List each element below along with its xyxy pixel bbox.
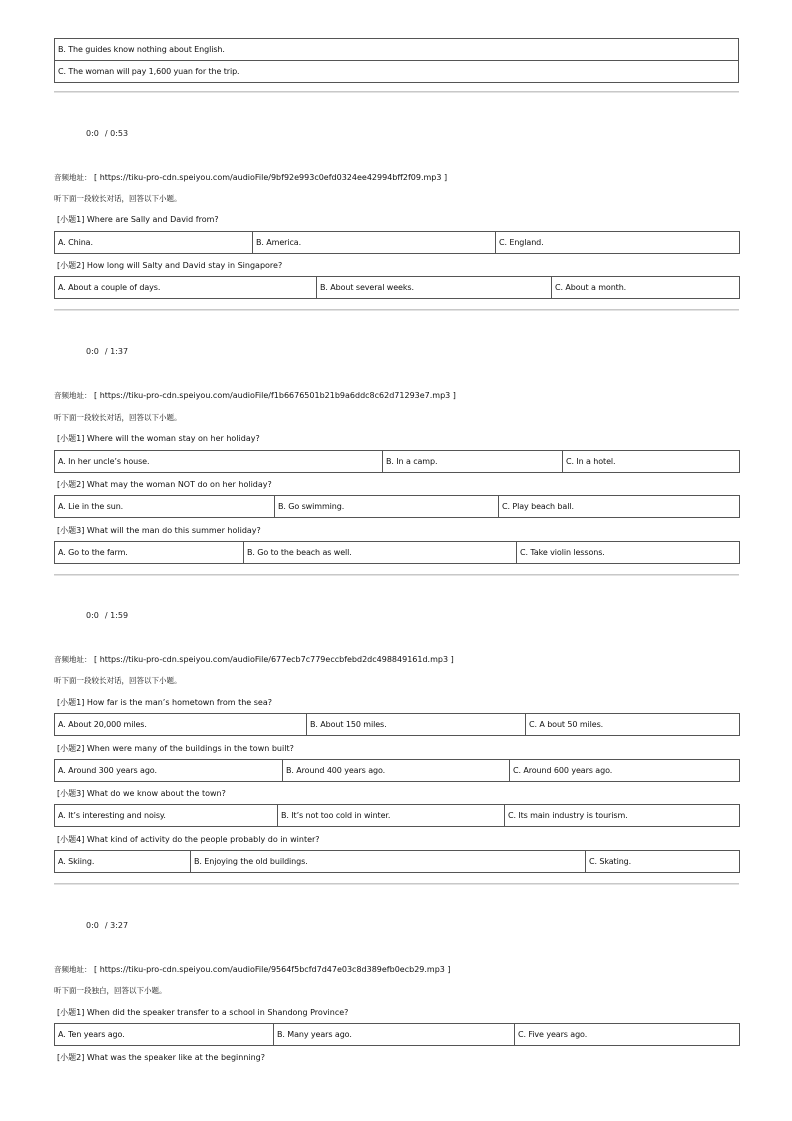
option-b[interactable]: B. In a camp. (383, 451, 563, 473)
audio-player[interactable] (86, 921, 134, 930)
option-c[interactable]: C. A bout 50 miles. (526, 714, 740, 736)
option-a[interactable]: A. About a couple of days. (55, 277, 317, 299)
section-divider (54, 883, 739, 885)
question-text: [小题2] What was the speaker like at the beginning? (57, 1053, 266, 1062)
question-text: [小题2] What may the woman NOT do on her holiday? (57, 480, 272, 489)
audio-url-line (54, 172, 447, 183)
option-a[interactable]: A. Go to the farm. (55, 542, 244, 564)
option-a[interactable]: A. Ten years ago. (55, 1024, 274, 1046)
question-text: [小题1] When did the speaker transfer to a school in Shandong Province? (57, 1008, 349, 1017)
question-text: [小题1] How far is the man’s hometown from the sea? (57, 698, 272, 707)
instruction-text: 听下面一段较长对话，回答以下小题。 (54, 413, 182, 422)
option-b[interactable]: B. It’s not too cold in winter. (278, 805, 505, 827)
question-text: [小题1] Where are Sally and David from? (57, 215, 219, 224)
options-table (54, 276, 740, 299)
question-text: [小题2] How long will Salty and David stay in Singapore? (57, 261, 283, 270)
audio-duration: / 3:27 (104, 921, 129, 930)
question-text: [小题1] Where will the woman stay on her holiday? (57, 434, 260, 443)
question-text: [小题3] What will the man do this summer holiday? (57, 526, 261, 535)
audio-url[interactable]: [ https://tiku-pro-cdn.speiyou.com/audioFile/9bf92e993c0efd0324ee42994bff2f09.mp3 ] (94, 173, 448, 182)
question-text: [小题2] When were many of the buildings in the town built? (57, 744, 294, 753)
options-table (54, 804, 740, 827)
audio-current-time: 0:0 (86, 129, 99, 138)
options-table (54, 231, 740, 254)
options-table (54, 495, 740, 518)
audio-url-label: 音频地址： (54, 391, 92, 400)
audio-url[interactable]: [ https://tiku-pro-cdn.speiyou.com/audioFile/677ecb7c779eccbfebd2dc498849161d.mp3 ] (94, 655, 454, 664)
option-b[interactable]: B. About 150 miles. (307, 714, 526, 736)
audio-url-label: 音频地址： (54, 173, 92, 182)
option-a[interactable]: A. In her uncle’s house. (55, 451, 383, 473)
audio-player[interactable] (86, 611, 134, 620)
section-divider (54, 309, 739, 311)
options-table (54, 450, 740, 473)
option-b[interactable]: B. Around 400 years ago. (283, 760, 510, 782)
section-divider (54, 574, 739, 576)
option-c[interactable]: C. Around 600 years ago. (510, 760, 740, 782)
options-table (54, 38, 739, 83)
option-c[interactable]: C. England. (496, 232, 740, 254)
question-text: [小题4] What kind of activity do the people probably do in winter? (57, 835, 320, 844)
option-a[interactable]: A. About 20,000 miles. (55, 714, 307, 736)
option-c[interactable]: C. Take violin lessons. (517, 542, 740, 564)
option-a[interactable]: A. China. (55, 232, 253, 254)
option-b[interactable]: B. Go swimming. (275, 496, 499, 518)
audio-player[interactable] (86, 129, 134, 138)
instruction-text: 听下面一段较长对话，回答以下小题。 (54, 194, 182, 203)
audio-current-time: 0:0 (86, 921, 99, 930)
option-b[interactable]: B. Go to the beach as well. (244, 542, 517, 564)
option-a[interactable]: A. Skiing. (55, 851, 191, 873)
audio-duration: / 0:53 (104, 129, 129, 138)
option-b[interactable]: B. The guides know nothing about English. (55, 39, 739, 61)
option-a[interactable]: A. Around 300 years ago. (55, 760, 283, 782)
audio-url-line (54, 654, 454, 665)
audio-current-time: 0:0 (86, 347, 99, 356)
audio-duration: / 1:59 (104, 611, 129, 620)
instruction-text: 听下面一段独白，回答以下小题。 (54, 986, 167, 995)
option-a[interactable]: A. It’s interesting and noisy. (55, 805, 278, 827)
audio-url-label: 音频地址： (54, 655, 92, 664)
option-c[interactable]: C. About a month. (552, 277, 740, 299)
option-c[interactable]: C. In a hotel. (563, 451, 740, 473)
option-b[interactable]: B. Enjoying the old buildings. (191, 851, 586, 873)
audio-url[interactable]: [ https://tiku-pro-cdn.speiyou.com/audioFile/f1b6676501b21b9a6ddc8c62d71293e7.mp3 ] (94, 391, 456, 400)
option-c[interactable]: C. Skating. (586, 851, 740, 873)
options-table (54, 541, 740, 564)
audio-url[interactable]: [ https://tiku-pro-cdn.speiyou.com/audioFile/9564f5bcfd7d47e03c8d389efb0ecb29.mp3 ] (94, 965, 451, 974)
audio-url-line (54, 390, 456, 401)
options-table (54, 850, 740, 873)
audio-current-time: 0:0 (86, 611, 99, 620)
option-c[interactable]: C. Its main industry is tourism. (505, 805, 740, 827)
option-b[interactable]: B. About several weeks. (317, 277, 552, 299)
options-table (54, 759, 740, 782)
option-c[interactable]: C. Play beach ball. (499, 496, 740, 518)
option-c[interactable]: C. The woman will pay 1,600 yuan for the trip. (55, 61, 739, 83)
option-b[interactable]: B. Many years ago. (274, 1024, 515, 1046)
option-a[interactable]: A. Lie in the sun. (55, 496, 275, 518)
audio-url-label: 音频地址： (54, 965, 92, 974)
audio-player[interactable] (86, 347, 134, 356)
options-table (54, 713, 740, 736)
option-b[interactable]: B. America. (253, 232, 496, 254)
option-c[interactable]: C. Five years ago. (515, 1024, 740, 1046)
question-text: [小题3] What do we know about the town? (57, 789, 226, 798)
instruction-text: 听下面一段较长对话，回答以下小题。 (54, 676, 182, 685)
audio-duration: / 1:37 (104, 347, 129, 356)
section-divider (54, 91, 739, 93)
audio-url-line (54, 964, 451, 975)
options-table (54, 1023, 740, 1046)
